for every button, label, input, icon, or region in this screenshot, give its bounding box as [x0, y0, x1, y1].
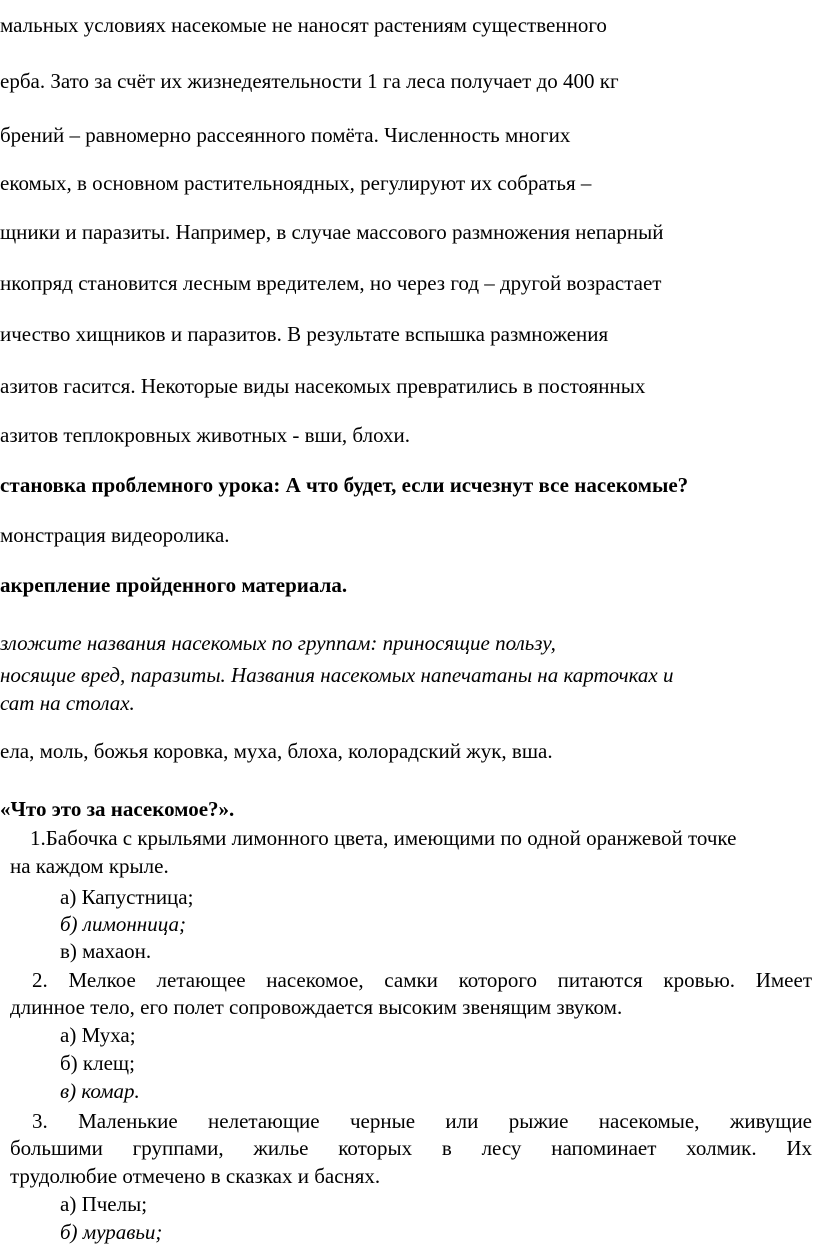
consolidation-heading: акрепление пройденного материала.	[0, 573, 348, 597]
answer-option: а) Пчелы;	[60, 1192, 148, 1216]
task-instruction-line: носящие вред, паразиты. Названия насекомых напечатаны на карточках и	[0, 663, 674, 687]
paragraph-line: екомых, в основном растительноядных, регулируют их собратья –	[0, 171, 592, 195]
task-instruction-line: сат на столах.	[0, 691, 135, 715]
question-text: большими группами, жилье которых в лесу напоминает холмик. Их	[10, 1136, 812, 1160]
answer-option-correct: в) комар.	[60, 1079, 140, 1103]
answer-option: б) клещ;	[60, 1051, 135, 1075]
answer-option: а) Капустница;	[60, 885, 194, 909]
answer-option-correct: б) муравьи;	[60, 1220, 163, 1244]
question-text: на каждом крыле.	[10, 854, 169, 878]
paragraph-line: щники и паразиты. Например, в случае массового размножения непарный	[0, 220, 664, 244]
answer-option: в) махаон.	[60, 939, 152, 963]
paragraph-line: брений – равномерно рассеянного помёта. Численность многих	[0, 123, 571, 147]
question-text: длинное тело, его полет сопровождается высоким звенящим звуком.	[10, 995, 623, 1019]
paragraph-line: нкопряд становится лесным вредителем, но через год – другой возрастает	[0, 271, 662, 295]
paragraph-line: мальных условиях насекомые не наносят растениям существенного	[0, 13, 607, 37]
paragraph-line: ичество хищников и паразитов. В результате вспышка размножения	[0, 322, 609, 346]
demo-line: монстрация видеоролика.	[0, 523, 230, 547]
question-text: 1.Бабочка с крыльями лимонного цвета, имеющими по одной оранжевой точке	[30, 826, 737, 850]
question-text: 3. Маленькие нелетающие черные или рыжие насекомые, живущие	[32, 1109, 812, 1133]
answer-option-correct: б) лимонница;	[60, 912, 186, 936]
quiz-title: «Что это за насекомое?».	[0, 797, 235, 821]
question-text: 2. Мелкое летающее насекомое, самки которого питаются кровью. Имеет	[32, 968, 812, 992]
paragraph-line: ерба. Зато за счёт их жизнедеятельности 1 га леса получает до 400 кг	[0, 69, 619, 93]
question-text: трудолюбие отмечено в сказках и баснях.	[10, 1164, 381, 1188]
insect-list: ела, моль, божья коровка, муха, блоха, колорадский жук, вша.	[0, 739, 553, 763]
paragraph-line: азитов гасится. Некоторые виды насекомых превратились в постоянных	[0, 374, 646, 398]
task-instruction-line: зложите названия насекомых по группам: приносящие пользу,	[0, 631, 556, 655]
paragraph-line: азитов теплокровных животных - вши, блохи.	[0, 423, 411, 447]
problem-heading: становка проблемного урока: А что будет, если исчезнут все насекомые?	[0, 473, 689, 497]
answer-option: а) Муха;	[60, 1023, 136, 1047]
